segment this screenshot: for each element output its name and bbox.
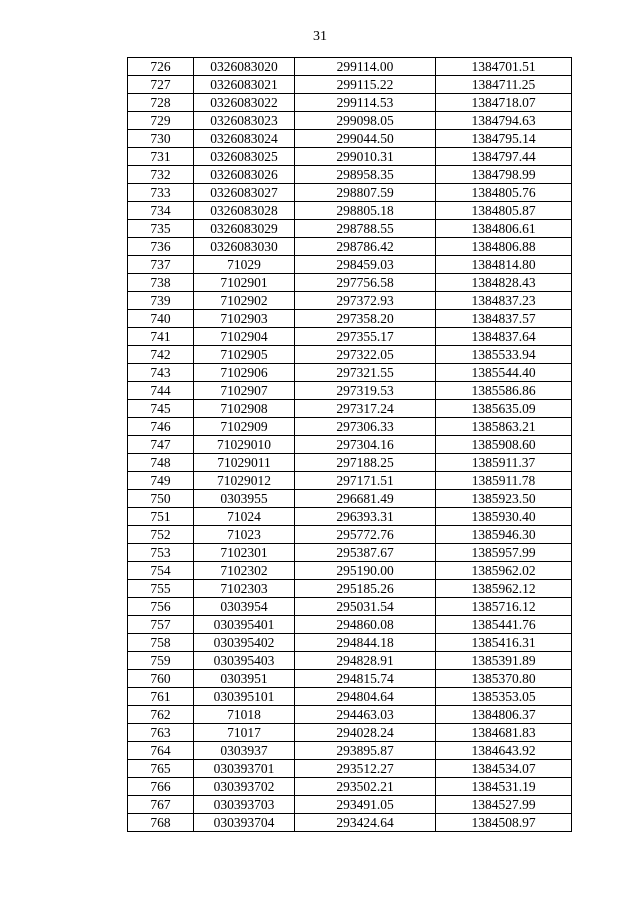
point-id-cell: 030395101 bbox=[194, 688, 295, 706]
x-coordinate-cell: 297321.55 bbox=[295, 364, 436, 382]
row-index-cell: 764 bbox=[128, 742, 194, 760]
x-coordinate-cell: 293502.21 bbox=[295, 778, 436, 796]
x-coordinate-cell: 296393.31 bbox=[295, 508, 436, 526]
table-row bbox=[128, 292, 572, 310]
y-coordinate-cell: 1385946.30 bbox=[436, 526, 572, 544]
x-coordinate-cell: 295190.00 bbox=[295, 562, 436, 580]
y-coordinate-cell: 1385586.86 bbox=[436, 382, 572, 400]
y-coordinate-cell: 1385635.09 bbox=[436, 400, 572, 418]
coordinates-table bbox=[127, 57, 572, 832]
row-index-cell: 735 bbox=[128, 220, 194, 238]
point-id-cell: 0326083022 bbox=[194, 94, 295, 112]
row-index-cell: 758 bbox=[128, 634, 194, 652]
y-coordinate-cell: 1384828.43 bbox=[436, 274, 572, 292]
table-row bbox=[128, 454, 572, 472]
table-row bbox=[128, 418, 572, 436]
y-coordinate-cell: 1384805.87 bbox=[436, 202, 572, 220]
row-index-cell: 738 bbox=[128, 274, 194, 292]
y-coordinate-cell: 1384805.76 bbox=[436, 184, 572, 202]
row-index-cell: 733 bbox=[128, 184, 194, 202]
row-index-cell: 728 bbox=[128, 94, 194, 112]
point-id-cell: 0326083029 bbox=[194, 220, 295, 238]
x-coordinate-cell: 297188.25 bbox=[295, 454, 436, 472]
x-coordinate-cell: 297322.05 bbox=[295, 346, 436, 364]
x-coordinate-cell: 297756.58 bbox=[295, 274, 436, 292]
y-coordinate-cell: 1384508.97 bbox=[436, 814, 572, 832]
point-id-cell: 0303955 bbox=[194, 490, 295, 508]
y-coordinate-cell: 1385370.80 bbox=[436, 670, 572, 688]
point-id-cell: 71024 bbox=[194, 508, 295, 526]
table-row bbox=[128, 58, 572, 76]
table-row bbox=[128, 310, 572, 328]
table-row bbox=[128, 796, 572, 814]
y-coordinate-cell: 1384837.23 bbox=[436, 292, 572, 310]
point-id-cell: 0326083021 bbox=[194, 76, 295, 94]
row-index-cell: 763 bbox=[128, 724, 194, 742]
table-row bbox=[128, 274, 572, 292]
row-index-cell: 744 bbox=[128, 382, 194, 400]
table-row bbox=[128, 472, 572, 490]
point-id-cell: 7102302 bbox=[194, 562, 295, 580]
page-number: 31 bbox=[313, 29, 327, 44]
table-row bbox=[128, 364, 572, 382]
y-coordinate-cell: 1384681.83 bbox=[436, 724, 572, 742]
row-index-cell: 732 bbox=[128, 166, 194, 184]
point-id-cell: 0303951 bbox=[194, 670, 295, 688]
row-index-cell: 748 bbox=[128, 454, 194, 472]
point-id-cell: 7102903 bbox=[194, 310, 295, 328]
x-coordinate-cell: 293491.05 bbox=[295, 796, 436, 814]
x-coordinate-cell: 298807.59 bbox=[295, 184, 436, 202]
table-row bbox=[128, 814, 572, 832]
y-coordinate-cell: 1385957.99 bbox=[436, 544, 572, 562]
y-coordinate-cell: 1385863.21 bbox=[436, 418, 572, 436]
row-index-cell: 755 bbox=[128, 580, 194, 598]
x-coordinate-cell: 297306.33 bbox=[295, 418, 436, 436]
x-coordinate-cell: 294844.18 bbox=[295, 634, 436, 652]
row-index-cell: 768 bbox=[128, 814, 194, 832]
row-index-cell: 741 bbox=[128, 328, 194, 346]
y-coordinate-cell: 1384795.14 bbox=[436, 130, 572, 148]
x-coordinate-cell: 298958.35 bbox=[295, 166, 436, 184]
x-coordinate-cell: 297171.51 bbox=[295, 472, 436, 490]
x-coordinate-cell: 298805.18 bbox=[295, 202, 436, 220]
y-coordinate-cell: 1385962.12 bbox=[436, 580, 572, 598]
point-id-cell: 7102902 bbox=[194, 292, 295, 310]
table-body bbox=[128, 58, 572, 832]
row-index-cell: 766 bbox=[128, 778, 194, 796]
table-row bbox=[128, 148, 572, 166]
row-index-cell: 737 bbox=[128, 256, 194, 274]
y-coordinate-cell: 1384797.44 bbox=[436, 148, 572, 166]
point-id-cell: 71029012 bbox=[194, 472, 295, 490]
row-index-cell: 761 bbox=[128, 688, 194, 706]
y-coordinate-cell: 1384534.07 bbox=[436, 760, 572, 778]
point-id-cell: 7102303 bbox=[194, 580, 295, 598]
row-index-cell: 739 bbox=[128, 292, 194, 310]
y-coordinate-cell: 1385930.40 bbox=[436, 508, 572, 526]
y-coordinate-cell: 1384643.92 bbox=[436, 742, 572, 760]
x-coordinate-cell: 297319.53 bbox=[295, 382, 436, 400]
row-index-cell: 765 bbox=[128, 760, 194, 778]
point-id-cell: 030395403 bbox=[194, 652, 295, 670]
table-row bbox=[128, 112, 572, 130]
row-index-cell: 747 bbox=[128, 436, 194, 454]
row-index-cell: 767 bbox=[128, 796, 194, 814]
y-coordinate-cell: 1384806.37 bbox=[436, 706, 572, 724]
x-coordinate-cell: 295031.54 bbox=[295, 598, 436, 616]
point-id-cell: 7102905 bbox=[194, 346, 295, 364]
table-row bbox=[128, 706, 572, 724]
y-coordinate-cell: 1385391.89 bbox=[436, 652, 572, 670]
table-row bbox=[128, 742, 572, 760]
table-row bbox=[128, 688, 572, 706]
point-id-cell: 0326083025 bbox=[194, 148, 295, 166]
point-id-cell: 030393703 bbox=[194, 796, 295, 814]
x-coordinate-cell: 297358.20 bbox=[295, 310, 436, 328]
x-coordinate-cell: 294463.03 bbox=[295, 706, 436, 724]
table-row bbox=[128, 670, 572, 688]
x-coordinate-cell: 294804.64 bbox=[295, 688, 436, 706]
point-id-cell: 0326083027 bbox=[194, 184, 295, 202]
y-coordinate-cell: 1384794.63 bbox=[436, 112, 572, 130]
table-row bbox=[128, 220, 572, 238]
x-coordinate-cell: 294828.91 bbox=[295, 652, 436, 670]
x-coordinate-cell: 299044.50 bbox=[295, 130, 436, 148]
y-coordinate-cell: 1385441.76 bbox=[436, 616, 572, 634]
row-index-cell: 730 bbox=[128, 130, 194, 148]
row-index-cell: 729 bbox=[128, 112, 194, 130]
point-id-cell: 71017 bbox=[194, 724, 295, 742]
row-index-cell: 750 bbox=[128, 490, 194, 508]
point-id-cell: 0303937 bbox=[194, 742, 295, 760]
row-index-cell: 753 bbox=[128, 544, 194, 562]
x-coordinate-cell: 297304.16 bbox=[295, 436, 436, 454]
table-row bbox=[128, 490, 572, 508]
y-coordinate-cell: 1385962.02 bbox=[436, 562, 572, 580]
row-index-cell: 734 bbox=[128, 202, 194, 220]
y-coordinate-cell: 1384718.07 bbox=[436, 94, 572, 112]
table-row bbox=[128, 346, 572, 364]
row-index-cell: 760 bbox=[128, 670, 194, 688]
y-coordinate-cell: 1385923.50 bbox=[436, 490, 572, 508]
y-coordinate-cell: 1385544.40 bbox=[436, 364, 572, 382]
x-coordinate-cell: 299114.00 bbox=[295, 58, 436, 76]
row-index-cell: 759 bbox=[128, 652, 194, 670]
table-row bbox=[128, 760, 572, 778]
point-id-cell: 0326083030 bbox=[194, 238, 295, 256]
row-index-cell: 726 bbox=[128, 58, 194, 76]
x-coordinate-cell: 299114.53 bbox=[295, 94, 436, 112]
row-index-cell: 749 bbox=[128, 472, 194, 490]
y-coordinate-cell: 1384806.88 bbox=[436, 238, 572, 256]
table-row bbox=[128, 580, 572, 598]
y-coordinate-cell: 1385911.78 bbox=[436, 472, 572, 490]
row-index-cell: 746 bbox=[128, 418, 194, 436]
y-coordinate-cell: 1385416.31 bbox=[436, 634, 572, 652]
x-coordinate-cell: 293424.64 bbox=[295, 814, 436, 832]
table-row bbox=[128, 94, 572, 112]
table-row bbox=[128, 436, 572, 454]
point-id-cell: 7102906 bbox=[194, 364, 295, 382]
x-coordinate-cell: 295387.67 bbox=[295, 544, 436, 562]
point-id-cell: 030395402 bbox=[194, 634, 295, 652]
x-coordinate-cell: 293895.87 bbox=[295, 742, 436, 760]
table-row bbox=[128, 634, 572, 652]
table-row bbox=[128, 400, 572, 418]
row-index-cell: 756 bbox=[128, 598, 194, 616]
x-coordinate-cell: 298788.55 bbox=[295, 220, 436, 238]
y-coordinate-cell: 1385911.37 bbox=[436, 454, 572, 472]
x-coordinate-cell: 296681.49 bbox=[295, 490, 436, 508]
x-coordinate-cell: 298459.03 bbox=[295, 256, 436, 274]
y-coordinate-cell: 1384837.64 bbox=[436, 328, 572, 346]
table-row bbox=[128, 184, 572, 202]
table-row bbox=[128, 238, 572, 256]
x-coordinate-cell: 293512.27 bbox=[295, 760, 436, 778]
point-id-cell: 030393701 bbox=[194, 760, 295, 778]
table-row bbox=[128, 544, 572, 562]
row-index-cell: 745 bbox=[128, 400, 194, 418]
row-index-cell: 740 bbox=[128, 310, 194, 328]
x-coordinate-cell: 294815.74 bbox=[295, 670, 436, 688]
y-coordinate-cell: 1384806.61 bbox=[436, 220, 572, 238]
point-id-cell: 7102909 bbox=[194, 418, 295, 436]
x-coordinate-cell: 297372.93 bbox=[295, 292, 436, 310]
y-coordinate-cell: 1384711.25 bbox=[436, 76, 572, 94]
table-row bbox=[128, 256, 572, 274]
table-row bbox=[128, 598, 572, 616]
point-id-cell: 71029 bbox=[194, 256, 295, 274]
point-id-cell: 0326083026 bbox=[194, 166, 295, 184]
point-id-cell: 0326083020 bbox=[194, 58, 295, 76]
y-coordinate-cell: 1384701.51 bbox=[436, 58, 572, 76]
point-id-cell: 030395401 bbox=[194, 616, 295, 634]
table-row bbox=[128, 616, 572, 634]
point-id-cell: 7102907 bbox=[194, 382, 295, 400]
table-row bbox=[128, 562, 572, 580]
y-coordinate-cell: 1385716.12 bbox=[436, 598, 572, 616]
row-index-cell: 751 bbox=[128, 508, 194, 526]
y-coordinate-cell: 1385533.94 bbox=[436, 346, 572, 364]
x-coordinate-cell: 297317.24 bbox=[295, 400, 436, 418]
point-id-cell: 71029010 bbox=[194, 436, 295, 454]
table-row bbox=[128, 202, 572, 220]
point-id-cell: 0326083024 bbox=[194, 130, 295, 148]
point-id-cell: 7102901 bbox=[194, 274, 295, 292]
x-coordinate-cell: 297355.17 bbox=[295, 328, 436, 346]
y-coordinate-cell: 1385908.60 bbox=[436, 436, 572, 454]
x-coordinate-cell: 299010.31 bbox=[295, 148, 436, 166]
row-index-cell: 762 bbox=[128, 706, 194, 724]
x-coordinate-cell: 299115.22 bbox=[295, 76, 436, 94]
y-coordinate-cell: 1384837.57 bbox=[436, 310, 572, 328]
point-id-cell: 0326083028 bbox=[194, 202, 295, 220]
point-id-cell: 7102301 bbox=[194, 544, 295, 562]
row-index-cell: 736 bbox=[128, 238, 194, 256]
row-index-cell: 754 bbox=[128, 562, 194, 580]
point-id-cell: 030393704 bbox=[194, 814, 295, 832]
row-index-cell: 731 bbox=[128, 148, 194, 166]
point-id-cell: 0326083023 bbox=[194, 112, 295, 130]
x-coordinate-cell: 295185.26 bbox=[295, 580, 436, 598]
table-row bbox=[128, 382, 572, 400]
row-index-cell: 752 bbox=[128, 526, 194, 544]
point-id-cell: 7102908 bbox=[194, 400, 295, 418]
x-coordinate-cell: 298786.42 bbox=[295, 238, 436, 256]
x-coordinate-cell: 295772.76 bbox=[295, 526, 436, 544]
x-coordinate-cell: 294028.24 bbox=[295, 724, 436, 742]
table-row bbox=[128, 508, 572, 526]
table-row bbox=[128, 526, 572, 544]
point-id-cell: 0303954 bbox=[194, 598, 295, 616]
point-id-cell: 030393702 bbox=[194, 778, 295, 796]
table-row bbox=[128, 778, 572, 796]
y-coordinate-cell: 1384814.80 bbox=[436, 256, 572, 274]
row-index-cell: 742 bbox=[128, 346, 194, 364]
point-id-cell: 71029011 bbox=[194, 454, 295, 472]
table-row bbox=[128, 328, 572, 346]
y-coordinate-cell: 1385353.05 bbox=[436, 688, 572, 706]
y-coordinate-cell: 1384798.99 bbox=[436, 166, 572, 184]
y-coordinate-cell: 1384527.99 bbox=[436, 796, 572, 814]
x-coordinate-cell: 299098.05 bbox=[295, 112, 436, 130]
table-row bbox=[128, 652, 572, 670]
table-row bbox=[128, 724, 572, 742]
table-row bbox=[128, 76, 572, 94]
row-index-cell: 757 bbox=[128, 616, 194, 634]
point-id-cell: 7102904 bbox=[194, 328, 295, 346]
point-id-cell: 71023 bbox=[194, 526, 295, 544]
y-coordinate-cell: 1384531.19 bbox=[436, 778, 572, 796]
row-index-cell: 743 bbox=[128, 364, 194, 382]
row-index-cell: 727 bbox=[128, 76, 194, 94]
x-coordinate-cell: 294860.08 bbox=[295, 616, 436, 634]
table-row bbox=[128, 130, 572, 148]
table-row bbox=[128, 166, 572, 184]
point-id-cell: 71018 bbox=[194, 706, 295, 724]
